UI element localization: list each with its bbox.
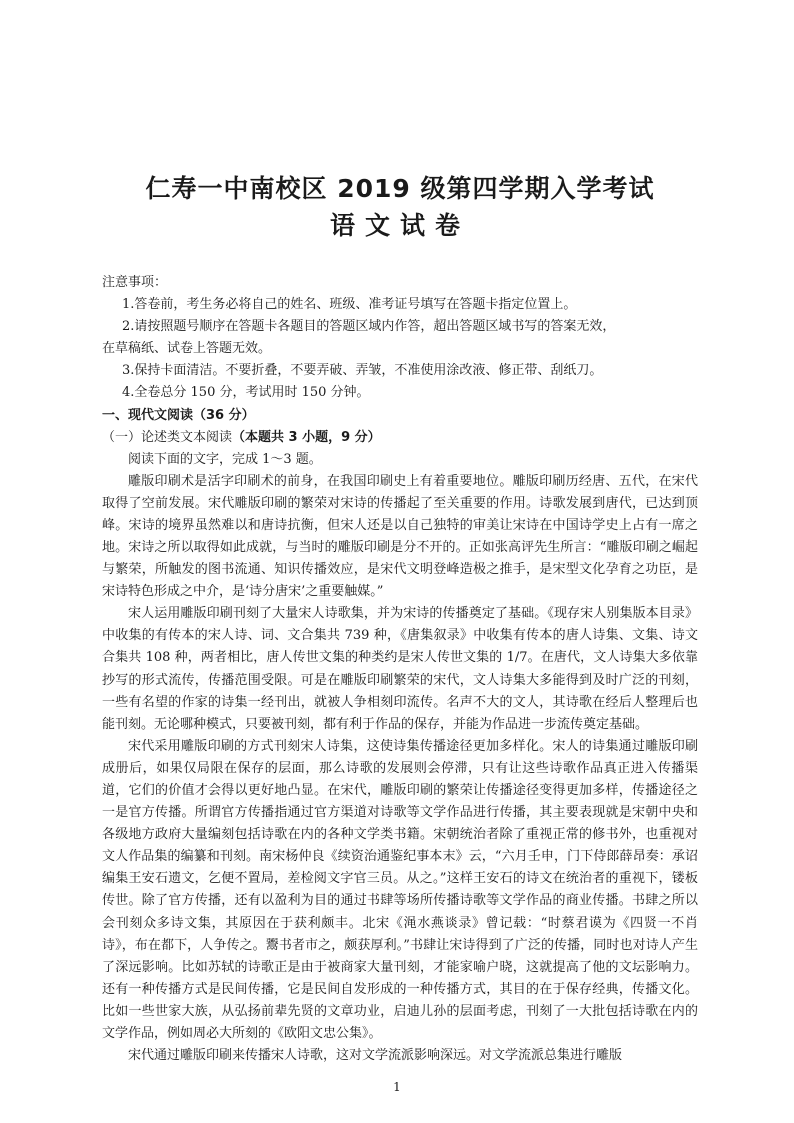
- article-paragraph-3: 宋代采用雕版印刷的方式刊刻宋人诗集，这使诗集传播途径更加多样化。宋人的诗集通过雕版印刷成册后，如果仅局限在保存的层面，那么诗歌的发展则会停滞，只有让这些诗歌作品真正进入传播渠道，它们的价值才会得以更好地凸显。在宋代，雕版印刷的繁荣让传播途径变得更加多样，传播途径之一是官方传播。所谓官方传播指通过官方渠道对诗歌等文学作品进行传播，其主要表现就是宋朝中央和各级地方政府大量编刻包括诗歌在内的各种文学类书籍。宋朝统治者除了重视正常的修书外，也重视对文人作品集的编纂和刊刻。南宋杨仲良《续资治通鉴纪事本末》云，“六月壬申，门下侍郎薛昂奏：承诏编集王安石遗文，乞便不置局，差检阅文字官三员。从之。”这样王安石的诗文在统治者的重视下，镂板传世。除了官方传播，还有以盈利为目的通过书肆等场所传播诗歌等文学作品的商业传播。书肆之所以会刊刻众多诗文集，其原因在于获利颇丰。北宋《渑水燕谈录》曾记载：“时蔡君谟为《四贤一不肖诗》，布在都下，人争传之。鬻书者市之，颇获厚利。”书肆让宋诗得到了广泛的传播，同时也对诗人产生了深远影响。比如苏轼的诗歌正是由于被商家大量刊刻，才能家喻户晓，这就提高了他的文坛影响力。还有一种传播方式是民间传播，它是民间自发形成的一种传播方式，其目的在于保存经典，传播文化。比如一些世家大族，从弘扬前辈先贤的文章功业，启迪儿孙的层面考虑，刊刻了一大批包括诗歌在内的文学作品，例如周必大所刻的《欧阳文忠公集》。: [102, 738, 698, 1041]
- article-paragraph-2: 宋人运用雕版印刷刊刻了大量宋人诗歌集，并为宋诗的传播奠定了基础。《现存宋人别集版本目录》中收集的有传本的宋人诗、词、文合集共 739 种，《唐集叙录》中收集有传本的唐人诗集、文集、诗文合集共 108 种，两者相比，唐人传世文集的种类约是宋人传世文集的 1/7。在唐代，文人诗集大多依靠抄写的形式流传，传播范围受限。可是在雕版印刷繁荣的宋代，文人诗集大多能得到及时广泛的刊刻，一些有名望的作家的诗集一经刊出，就被人争相刻印流传。名声不大的文人，其诗歌在经后人整理后也能刊刻。无论哪种模式，只要被刊刻，都有利于作品的保存，并能为作品进一步流传奠定基础。: [102, 606, 698, 732]
- article-body: [102, 471, 698, 1068]
- notice-item-4: 4.全卷总分 150 分，考试用时 150 分钟。: [122, 385, 370, 401]
- page-number: 1: [393, 1080, 401, 1094]
- article-paragraph-4: 宋代通过雕版印刷来传播宋人诗歌，这对文学流派影响深远。对文学流派总集进行雕版: [128, 1048, 623, 1064]
- notice-block: [102, 272, 698, 405]
- title-block: [102, 0, 698, 244]
- subsection-heading: [102, 427, 698, 449]
- exam-title: 仁寿一中南校区 2019 级第四学期入学考试: [145, 174, 655, 203]
- subsection-label: （一）论述类文本阅读: [102, 429, 233, 445]
- notice-item-1: 1.答卷前，考生务必将自己的姓名、班级、准考证号填写在答题卡指定位置上。: [122, 297, 577, 313]
- notice-heading: 注意事项：: [102, 275, 168, 290]
- exam-subtitle: 语文试卷: [329, 211, 470, 240]
- subsection-info: （本题共 3 小题，9 分）: [232, 429, 381, 445]
- article-paragraph-1: 雕版印刷术是活字印刷术的前身，在我国印刷史上有着重要地位。雕版印刷历经唐、五代，在宋代取得了空前发展。宋代雕版印刷的繁荣对宋诗的传播起了至关重要的作用。诗歌发展到唐代，已达到顶峰。宋诗的境界虽然难以和唐诗抗衡，但宋人还是以自己独特的审美让宋诗在中国诗学史上占有一席之地。宋诗之所以取得如此成就，与当时的雕版印刷是分不开的。正如张高评先生所言：“雕版印刷之崛起与繁荣，所触发的图书流通、知识传播效应，是宋代文明登峰造极之推手，是宋型文化孕育之功臣，是宋诗特色形成之中介，是‘诗分唐宋’之重要触媒。”: [102, 473, 698, 600]
- reading-instruction: 阅读下面的文字，完成 1～3 题。: [128, 451, 322, 467]
- notice-item-3: 3.保持卡面清洁。不要折叠，不要弄破、弄皱，不准使用涂改液、修正带、刮纸刀。: [122, 363, 603, 379]
- section-heading: 一、现代文阅读（36 分）: [102, 407, 255, 423]
- notice-item-2-continued: 在草稿纸、试卷上答题无效。: [102, 341, 272, 357]
- notice-item-2: 2.请按照题号顺序在答题卡各题目的答题区域内作答，超出答题区域书写的答案无效，: [122, 319, 616, 335]
